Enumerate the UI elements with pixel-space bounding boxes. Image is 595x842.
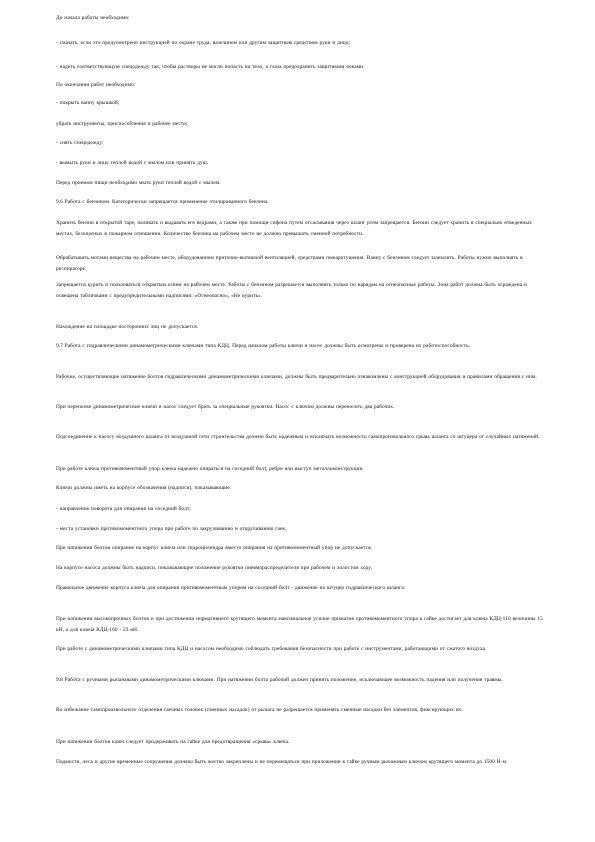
paragraph-wrench-markings: Ключи должны иметь на корпусе обозначения (надписи), показывающие:	[56, 485, 232, 491]
paragraph-clamping-force: При натяжении высокопрочных болтов и при достижении нормативного крутящего момента максимальное усилие прижатия противомоментного упора к гайке достигает для ключа КДЦ-110 величины 15 кН, а для ключа КДЦ-160 - 23 кН.	[56, 616, 543, 633]
paragraph-finish-cover-bath: - покрыть ванну крышкой;	[56, 100, 120, 106]
paragraph-correct-movement: Правильное движение корпуса ключа для опирания противомоментным упором на соседний болт - движение на штуцер гидравлического шланга.	[56, 585, 406, 591]
paragraph-prep-protect-skin: - смазать, если это предусмотрено инструкцией по охране труда, вазелином или другим защитным средством руки и лицо;	[56, 40, 350, 46]
paragraph-finish-wash: - вымыть руки и лицо теплой водой с мылом или принять душ.	[56, 160, 209, 166]
paragraph-prep-workwear: - надеть соответствующую спецодежду так, чтобы растворы не могли попасть на тело, а глаза предохранить защитными очками.	[56, 64, 365, 70]
paragraph-marking-direction: - направление поворота для опирания на соседний болт;	[56, 506, 191, 512]
paragraph-marking-stop-position: - места установки противомоментного упора при работе по закручиванию и откручиванию гаек.	[56, 526, 287, 532]
paragraph-scaffolding: Подмости, леса и другие временные сооружения должны быть жестко закреплены и не перемещаться при приложении к гайке ручным рычажным ключом крутящего момента до 1500 Н·м.	[56, 759, 508, 765]
paragraph-counter-torque-stop: При работе ключа противомоментный упор ключа надежно опираться на соседний болт, ребро или выступ металлоконструкции.	[56, 466, 364, 472]
paragraph-petrol-ventilation: Обрабатывать мотами вещества на рабочем месте, оборудованном приточно-вытяжной вентиляцией, средствами пожаротушения. Ванну с бензином следует заземлить. Работы нужно выполнять в респираторе.	[56, 255, 523, 272]
paragraph-meal-hygiene: Перед приемом пищи необходимо мыть руки теплой водой с мылом.	[56, 180, 221, 186]
paragraph-air-hose: Подсоединение к насосу воздушного шланга от воздушной сети строительства должно быть надежным и исключать возможность самопроизвольного срыва шланга со штуцера от случайных натяжений.	[56, 434, 540, 440]
paragraph-pump-labels: На корпусе насоса должны быть надписи, показывающие положение рукоятки пневмораспределителя при рабочем и холостом ходу.	[56, 565, 372, 571]
paragraph-finish-clean-up: убрать инструменты, приспособления и рабочее место;	[56, 121, 188, 127]
paragraph-no-outsiders: Нахождение на площадке посторонних лиц не допускается.	[56, 324, 199, 330]
paragraph-section-9-7: 9.7 Работа с гидравлическими динамометрическими ключами типа КДЦ. Перед началом работы ключи и насос должны быть осмотрены и проверена их работоспособность.	[56, 343, 470, 349]
paragraph-socket-fixing: Во избежание самопроизвольного отделения гаечных головок (сменных насадок) от рычага не разрешается применять сменные насадки без элементов, фиксирующих их.	[56, 707, 463, 713]
paragraph-compressed-air-tools: При работе с динамометрическими ключами типа КДЦ и насосом необходимо соблюдать требования безопасности при работе с инструментами, работающими от сжатого воздуха.	[56, 646, 487, 652]
paragraph-petrol-storage: Хранить бензин в открытой таре, наливать и выдавать его ведрами, а также при помощи сифона путем отсасывания через шланг ртом запрещается. Бензин следует хранить в специально отведенных местах, безопасных в пожарном отношении. Количество бензина на рабочем месте не должно превышать сменной потребности.	[56, 220, 532, 237]
paragraph-hold-wrench: При натяжении болтов ключ следует придерживать на гайке для предотвращения «срыва» ключа.	[56, 739, 290, 745]
paragraph-prep-heading: До начала работы необходимо:	[56, 15, 130, 21]
paragraph-finish-remove-workwear: - снять спецодежду;	[56, 140, 104, 146]
paragraph-no-body-bracing: При натяжении болтов опирание на корпус ключа или гидроцилиндра вместо опирания на противомоментный упор не допускается.	[56, 545, 373, 551]
paragraph-wrench-training: Рабочие, осуществляющие натяжение болтов гидравлическими динамометрическими ключами, должны быть предварительно ознакомлены с конструкцией оборудования и правилами обращения с ним.	[56, 374, 537, 380]
paragraph-wrench-carrying: При переноске динамометрические ключи и насос следует брать за специальные рукоятки. Насос с ключом должны переносить два рабочих.	[56, 404, 395, 410]
paragraph-section-9-8: 9.8 Работа с ручными рычажными динамометрическими ключами. При натяжении болта рабочий должен принять положение, исключающее возможность падения или получения травмы.	[56, 677, 503, 683]
paragraph-section-9-6: 9.6 Работа с бензином. Категорически запрещается применение этилированного бензина.	[56, 199, 269, 205]
paragraph-petrol-fire-safety: Запрещается курить и пользоваться открытым огнем на рабочем месте. Работы с бензином разрешается выполнять только по нарядам на огнеопасные работы. Зона работ должна быть ограждена и освещена табличками с предупредительными надписями: «Огнеопасно», «Не курить».	[56, 282, 527, 299]
paragraph-finish-heading: По окончании работ необходимо:	[56, 82, 136, 88]
